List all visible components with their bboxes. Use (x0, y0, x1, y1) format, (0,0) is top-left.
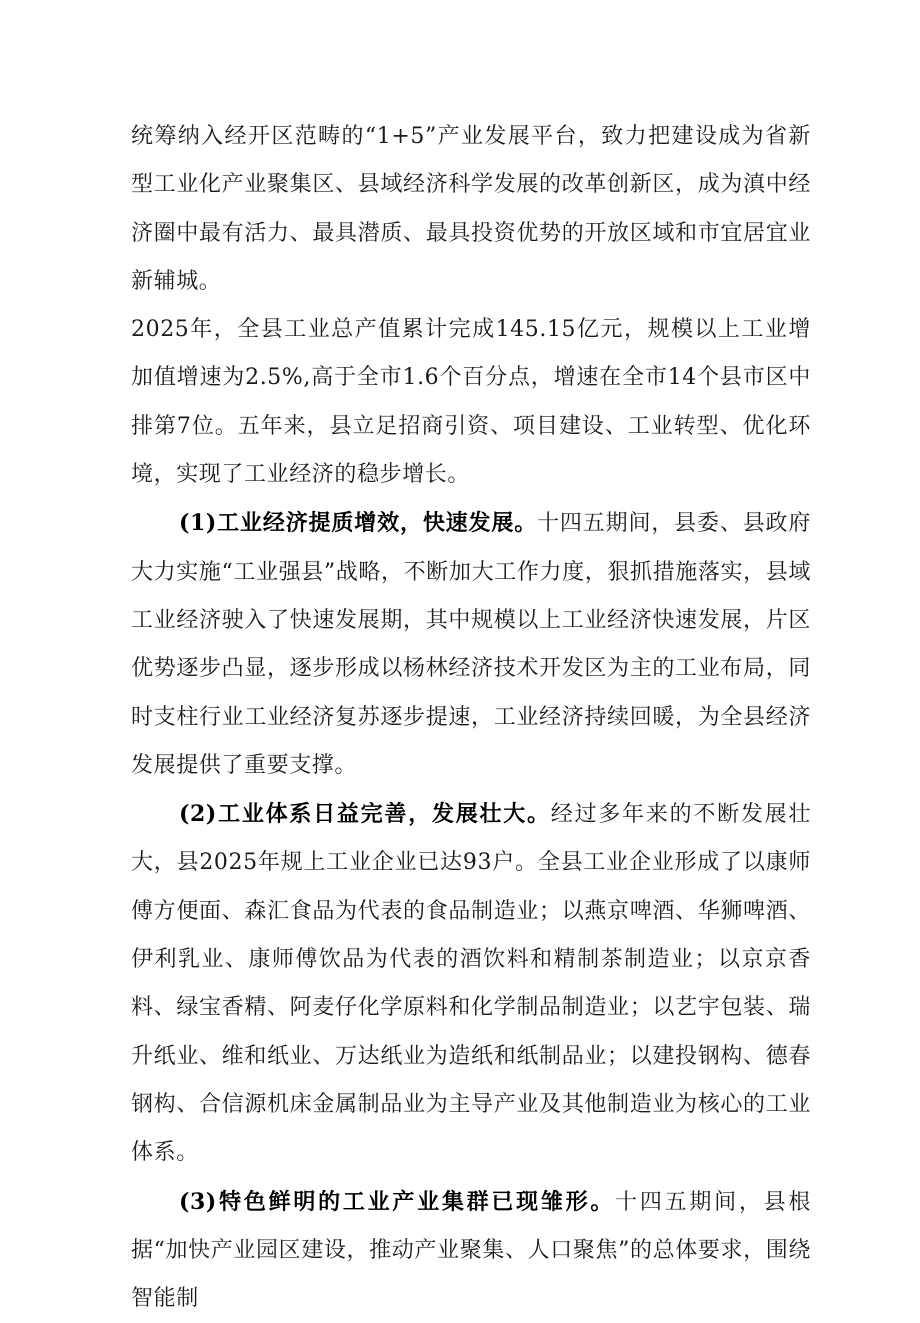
paragraph-3 (131, 499, 811, 790)
section-1-heading: (1)工业经济提质增效，快速发展。 (179, 510, 538, 537)
paragraph-1-text: 统筹纳入经开区范畴的“1+5”产业发展平台，致力把建设成为省新型工业化产业聚集区、县域经济科学发展的改革创新区，成为滇中经济圈中最有活力、最具潜质、最具投资优势的开放区域和市宜居宜业新辅城。 (131, 124, 811, 294)
paragraph-1 (131, 113, 811, 306)
document-body (131, 113, 811, 1323)
section-2-heading: (2)工业体系日益完善，发展壮大。 (179, 801, 551, 828)
paragraph-3-text: 十四五期间，县委、县政府大力实施“工业强县”战略，不断加大工作力度，狠抓措施落实，县域工业经济驶入了快速发展期，其中规模以上工业经济快速发展，片区优势逐步凸显，逐步形成以杨林经济技术开发区为主的工业布局，同时支柱行业工业经济复苏逐步提速，工业经济持续回暖，为全县经济发展提供了重要支撑。 (131, 511, 812, 778)
paragraph-4 (131, 790, 811, 1177)
section-3-heading: (3)特色鲜明的工业产业集群已现雏形。 (179, 1188, 616, 1215)
paragraph-2 (131, 306, 811, 499)
paragraph-4-text: 经过多年来的不断发展壮大，县2025年规上工业企业已达93户。全县工业企业形成了以康师傅方便面、森汇食品为代表的食品制造业；以燕京啤酒、华狮啤酒、伊利乳业、康师傅饮品为代表的酒饮料和精制茶制造业；以京京香料、绿宝香精、阿麦仔化学原料和化学制品制造业；以艺宇包装、瑞升纸业、维和纸业、万达纸业为造纸和纸制品业；以建投钢构、德春钢构、合信源机床金属制品业为主导产业及其他制造业为核心的工业体系。 (131, 802, 811, 1166)
paragraph-2-text: 2025年，全县工业总产值累计完成145.15亿元，规模以上工业增加值增速为2.5%,高于全市1.6个百分点，增速在全市14个县市区中排第7位。五年来，县立足招商引资、项目建设、工业转型、优化环境，实现了工业经济的稳步增长。 (131, 317, 811, 488)
paragraph-5-text: 十四五期间，县根据“加快产业园区建设，推动产业聚集、人口聚焦”的总体要求，围绕智能制 (131, 1189, 811, 1312)
paragraph-5 (131, 1178, 811, 1323)
